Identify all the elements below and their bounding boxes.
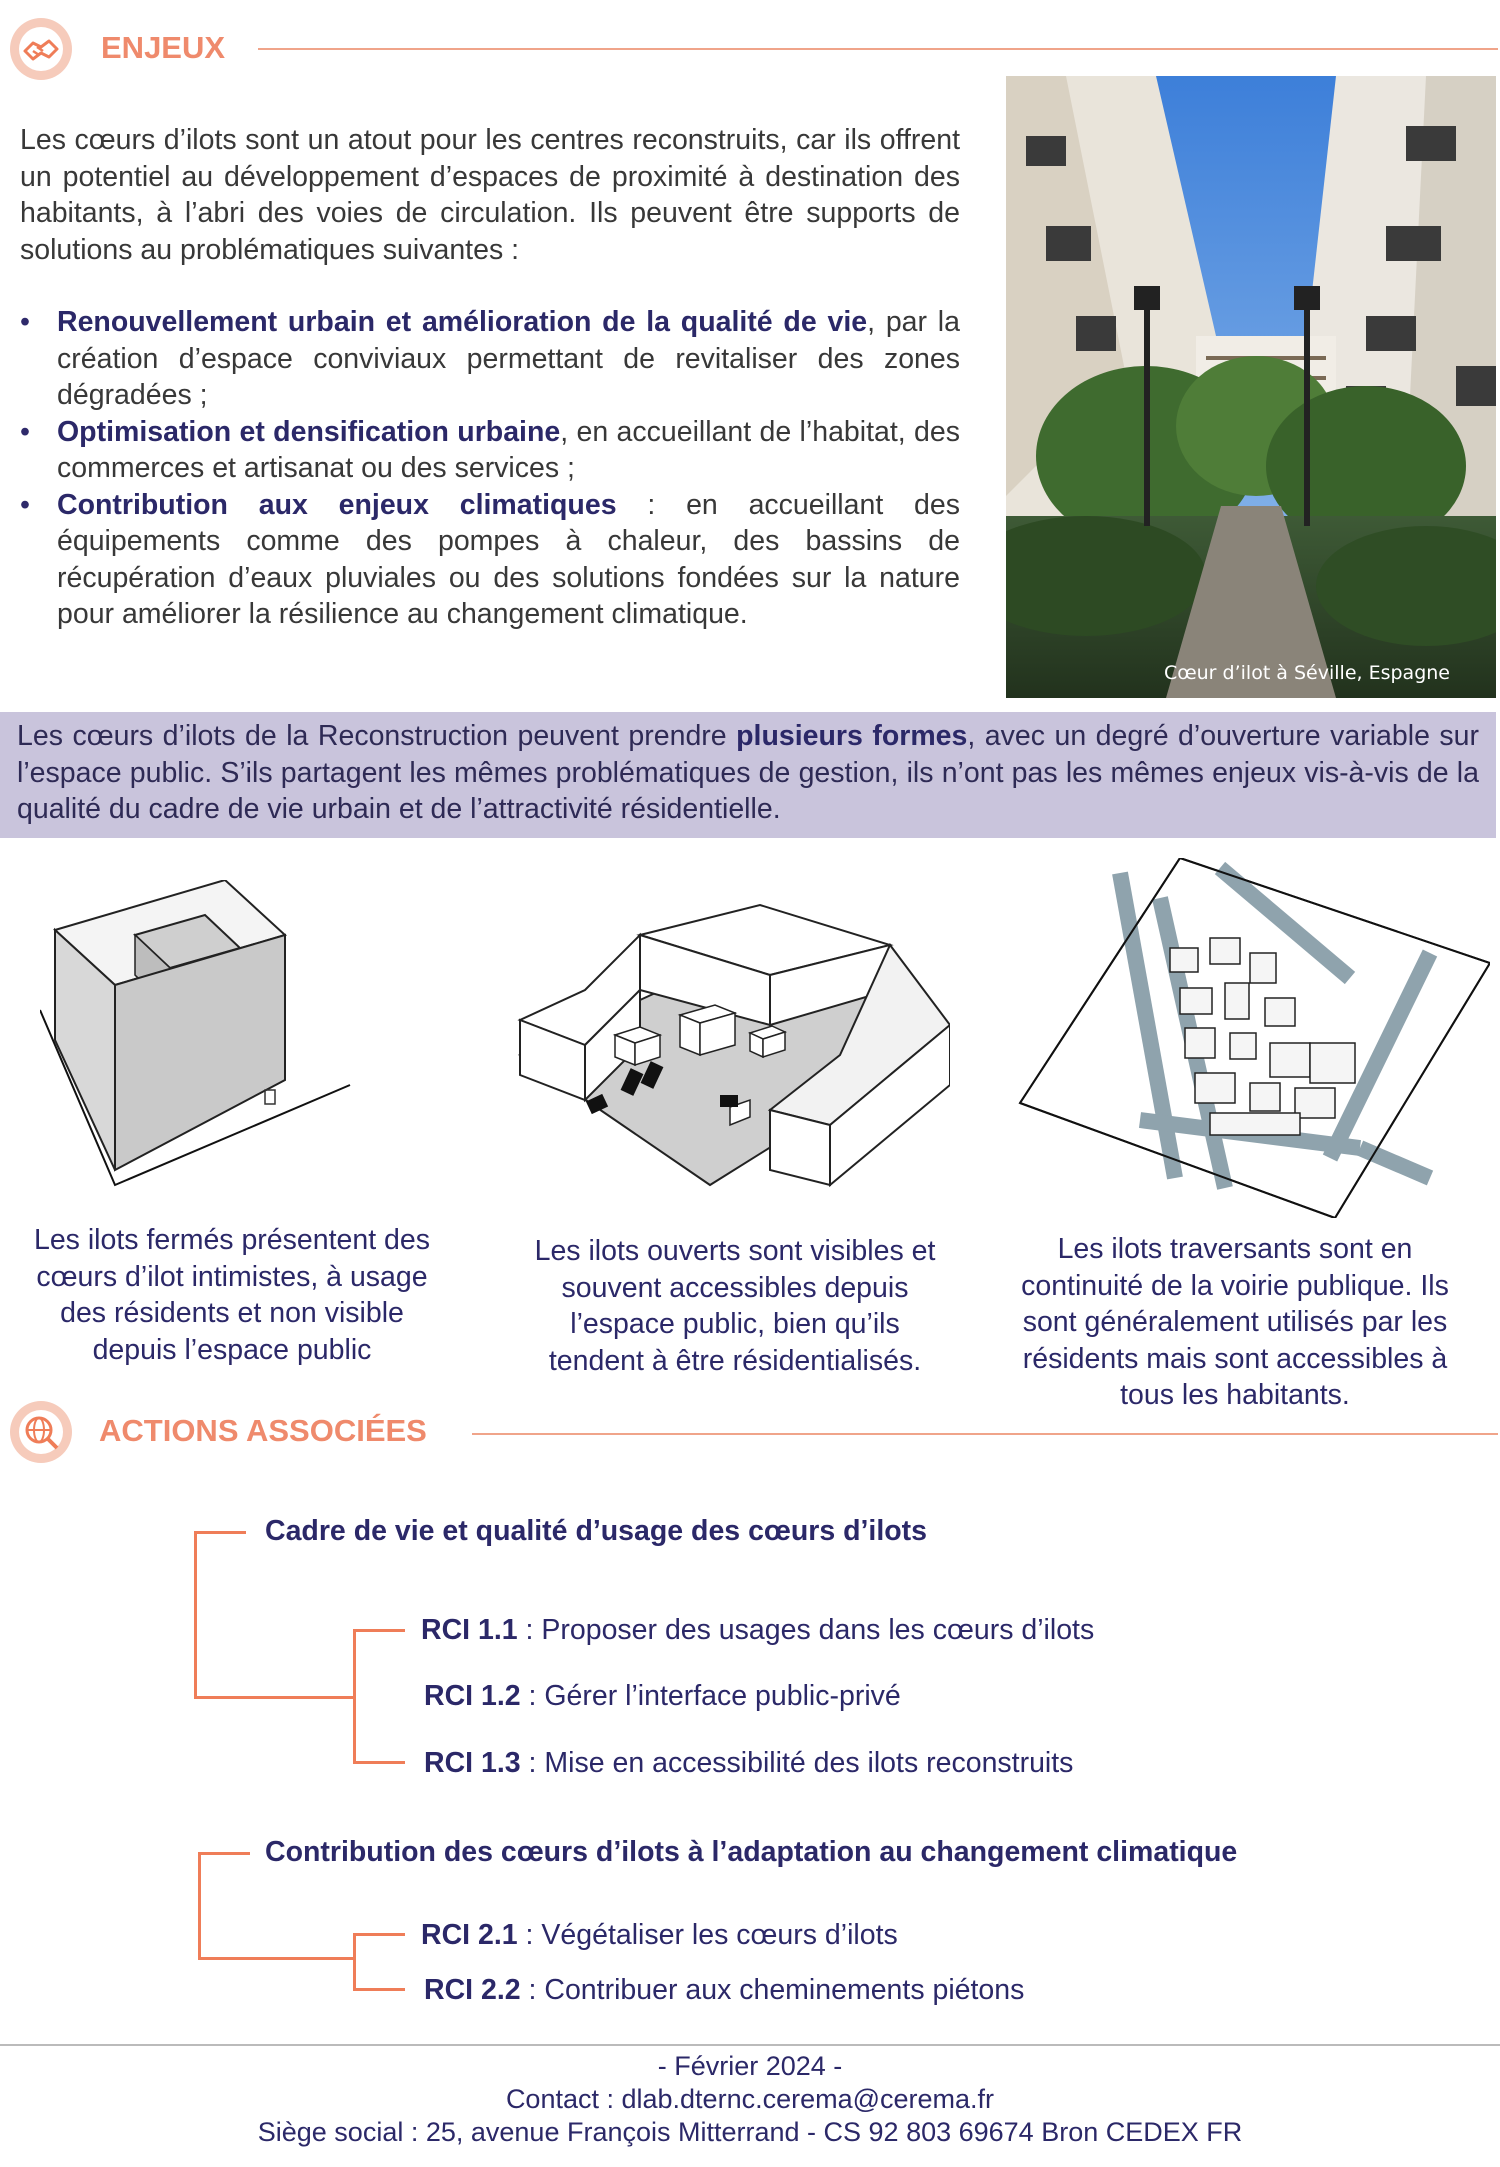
caption-open-block: Les ilots ouverts sont visibles et souvent accessibles depuis l’espace public, bien qu’ils tendent à être résidentialisés. bbox=[534, 1235, 936, 1377]
action-group-heading: Contribution des cœurs d’ilots à l’adaptation au changement climatique bbox=[265, 1836, 1238, 1868]
enjeux-bullet-list bbox=[20, 304, 960, 633]
info-banner bbox=[0, 712, 1496, 838]
section-title-actions: ACTIONS ASSOCIÉES bbox=[99, 1413, 427, 1448]
section-title-enjeux: ENJEUX bbox=[101, 30, 226, 65]
section-divider bbox=[472, 1433, 1498, 1435]
action-item-rci-1-2: RCI 1.2 : Gérer l’interface public-privé bbox=[424, 1680, 901, 1712]
closed-block-diagram bbox=[40, 880, 360, 1220]
bullet-item: • Renouvellement urbain et amélioration de la qualité de vie, par la création d’espace conviviaux permettant de revitaliser des zones dégradées ; bbox=[20, 304, 960, 414]
action-item-rci-2-1: RCI 2.1 : Végétaliser les cœurs d’ilots bbox=[421, 1919, 898, 1951]
action-group-heading: Cadre de vie et qualité d’usage des cœurs d’ilots bbox=[265, 1515, 928, 1547]
traversing-block-diagram bbox=[1010, 858, 1490, 1218]
caption-closed-block: Les ilots fermés présentent des cœurs d’ilot intimistes, à usage des résidents et non visible depuis l’espace public bbox=[33, 1224, 431, 1366]
handshake-icon bbox=[10, 18, 72, 80]
open-block-diagram bbox=[510, 895, 950, 1195]
bullet-item: • Contribution aux enjeux climatiques : en accueillant des équipements comme des pompes à chaleur, des bassins de récupération d’eaux pluviales ou des solutions fondées sur la nature pour améliorer la résilience au changement climatique. bbox=[20, 487, 960, 633]
photo-caption: Cœur d’ilot à Séville, Espagne bbox=[1163, 662, 1450, 684]
caption-traversing-block: Les ilots traversants sont en continuité de la voirie publique. Ils sont généralement utilisés par les résidents mais sont accessibles à tous les habitants. bbox=[1021, 1233, 1449, 1411]
banner-text: Les cœurs d’ilots de la Reconstruction peuvent prendre plusieurs formes, avec un degré d’ouverture variable sur l’espace public. S’ils partagent les mêmes problématiques de gestion, ils n’ont pas les mêmes enjeux vis-à-vis de la qualité du cadre de vie urbain et de l’attractivité résidentielle. bbox=[17, 720, 1480, 825]
bullet-item: • Optimisation et densification urbaine, en accueillant de l’habitat, des commerces et artisanat ou des services ; bbox=[20, 414, 960, 487]
intro-paragraph: Les cœurs d’ilots sont un atout pour les centres reconstruits, car ils offrent un potentiel au développement d’espaces de proximité à destination des habitants, à l’abri des voies de circulation. Ils peuvent être supports de solutions au problématiques suivantes : bbox=[20, 124, 960, 266]
action-item-rci-1-1: RCI 1.1 : Proposer des usages dans les cœurs d’ilots bbox=[421, 1614, 1095, 1646]
footer-divider bbox=[0, 2044, 1500, 2046]
globe-magnifier-icon bbox=[10, 1401, 72, 1463]
action-item-rci-1-3: RCI 1.3 : Mise en accessibilité des ilots reconstruits bbox=[424, 1747, 1074, 1779]
action-item-rci-2-2: RCI 2.2 : Contribuer aux cheminements piétons bbox=[424, 1974, 1025, 2006]
footer-contact: Contact : dlab.dternc.cerema@cerema.fr bbox=[505, 2084, 995, 2114]
courtyard-photo bbox=[1006, 76, 1496, 698]
footer-address: Siège social : 25, avenue François Mitterrand - CS 92 803 69674 Bron CEDEX FR bbox=[257, 2117, 1243, 2147]
footer-date: - Février 2024 - bbox=[657, 2051, 843, 2081]
section-divider bbox=[258, 48, 1498, 50]
